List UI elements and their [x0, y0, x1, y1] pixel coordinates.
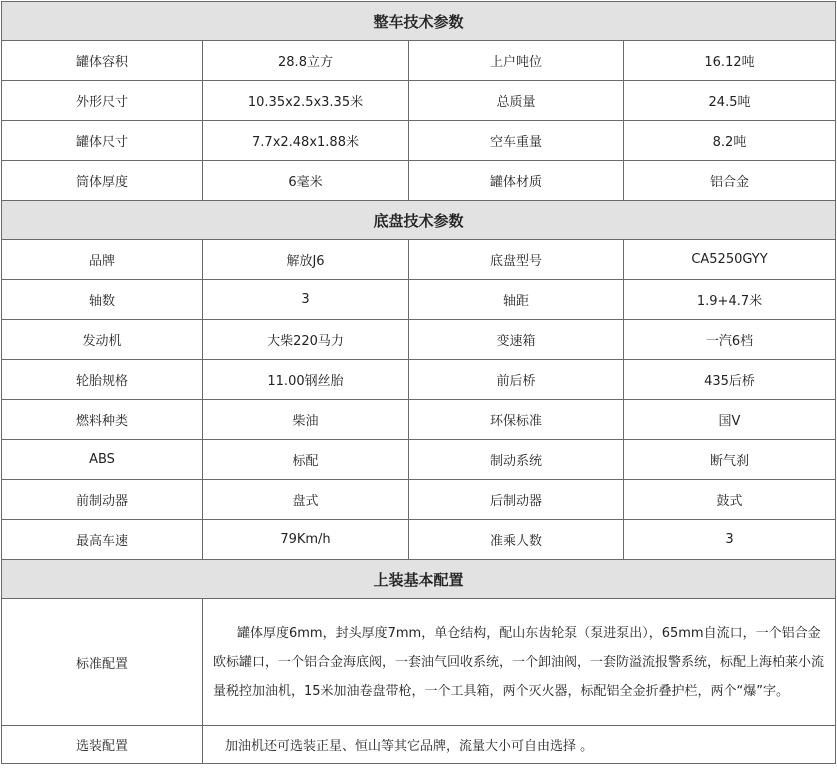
param-label: 总质量 [409, 81, 624, 121]
param-label: 空车重量 [409, 121, 624, 161]
table-row [2, 440, 836, 480]
param-value: 一汽6档 [624, 320, 836, 360]
param-label: 罐体材质 [409, 161, 624, 201]
vehicle-section-header [2, 2, 836, 41]
table-row [2, 520, 836, 560]
param-value: 断气刹 [624, 440, 836, 480]
param-label: 罐体容积 [2, 41, 203, 81]
param-label: 底盘型号 [409, 240, 624, 280]
param-label: 罐体尺寸 [2, 121, 203, 161]
param-value: 24.5吨 [624, 81, 836, 121]
chassis-section-title: 底盘技术参数 [2, 201, 836, 240]
optional-config-label: 选装配置 [2, 726, 203, 764]
param-value: 标配 [203, 440, 409, 480]
param-label: 上户吨位 [409, 41, 624, 81]
param-value: 1.9+4.7米 [624, 280, 836, 320]
param-value: 3 [203, 280, 409, 320]
param-label: 筒体厚度 [2, 161, 203, 201]
param-label: 准乘人数 [409, 520, 624, 560]
param-value: 3 [624, 520, 836, 560]
param-value: 16.12吨 [624, 41, 836, 81]
table-row [2, 161, 836, 201]
table-row [2, 240, 836, 280]
body-section-title: 上装基本配置 [2, 560, 836, 599]
table-row [2, 280, 836, 320]
table-row [2, 320, 836, 360]
param-value: 铝合金 [624, 161, 836, 201]
param-label: 品牌 [2, 240, 203, 280]
standard-config-cell [203, 599, 836, 726]
param-label: 前制动器 [2, 480, 203, 520]
vehicle-section-title: 整车技术参数 [2, 2, 836, 41]
param-label: 外形尺寸 [2, 81, 203, 121]
chassis-section-header [2, 201, 836, 240]
standard-config-label: 标准配置 [2, 599, 203, 726]
param-value: 7.7x2.48x1.88米 [203, 121, 409, 161]
table-row [2, 480, 836, 520]
param-label: 环保标准 [409, 400, 624, 440]
table-row [2, 81, 836, 121]
param-value: 解放J6 [203, 240, 409, 280]
param-value: 8.2吨 [624, 121, 836, 161]
param-label: 前后桥 [409, 360, 624, 400]
table-row [2, 400, 836, 440]
param-value: 10.35x2.5x3.35米 [203, 81, 409, 121]
optional-config-text: 加油机还可选装正星、恒山等其它品牌，流量大小可自由选择 。 [203, 726, 836, 764]
param-value: 79Km/h [203, 520, 409, 560]
param-label: 发动机 [2, 320, 203, 360]
body-section-header [2, 560, 836, 599]
param-value: CA5250GYY [624, 240, 836, 280]
standard-config-text: 罐体厚度6mm，封头厚度7mm，单仓结构，配山东齿轮泵（泵进泵出），65mm自流口，一个铝合金欧标罐口，一个铝合金海底阀，一套油气回收系统，一个卸油阀，一套防溢流报警系统，标配上海柏莱小流量税控加油机，15米加油卷盘带枪，一个工具箱，两个灭火器，标配铝全金折叠护栏，两个“爆”字。 [213, 625, 825, 699]
table-row [2, 121, 836, 161]
param-value: 鼓式 [624, 480, 836, 520]
param-label: 轴数 [2, 280, 203, 320]
param-value: 435后桥 [624, 360, 836, 400]
param-value: 国V [624, 400, 836, 440]
optional-config-row [2, 726, 836, 764]
param-value: 柴油 [203, 400, 409, 440]
param-value: 11.00钢丝胎 [203, 360, 409, 400]
param-value: 大柴220马力 [203, 320, 409, 360]
param-value: 6毫米 [203, 161, 409, 201]
param-label: 燃料种类 [2, 400, 203, 440]
param-value: 28.8立方 [203, 41, 409, 81]
param-value: 盘式 [203, 480, 409, 520]
param-label: 轴距 [409, 280, 624, 320]
table-row [2, 41, 836, 81]
param-label: 轮胎规格 [2, 360, 203, 400]
standard-config-row [2, 599, 836, 726]
param-label: 变速箱 [409, 320, 624, 360]
param-label: 后制动器 [409, 480, 624, 520]
param-label: 最高车速 [2, 520, 203, 560]
table-row [2, 360, 836, 400]
param-label: ABS [2, 440, 203, 480]
spec-table [1, 1, 836, 764]
param-label: 制动系统 [409, 440, 624, 480]
